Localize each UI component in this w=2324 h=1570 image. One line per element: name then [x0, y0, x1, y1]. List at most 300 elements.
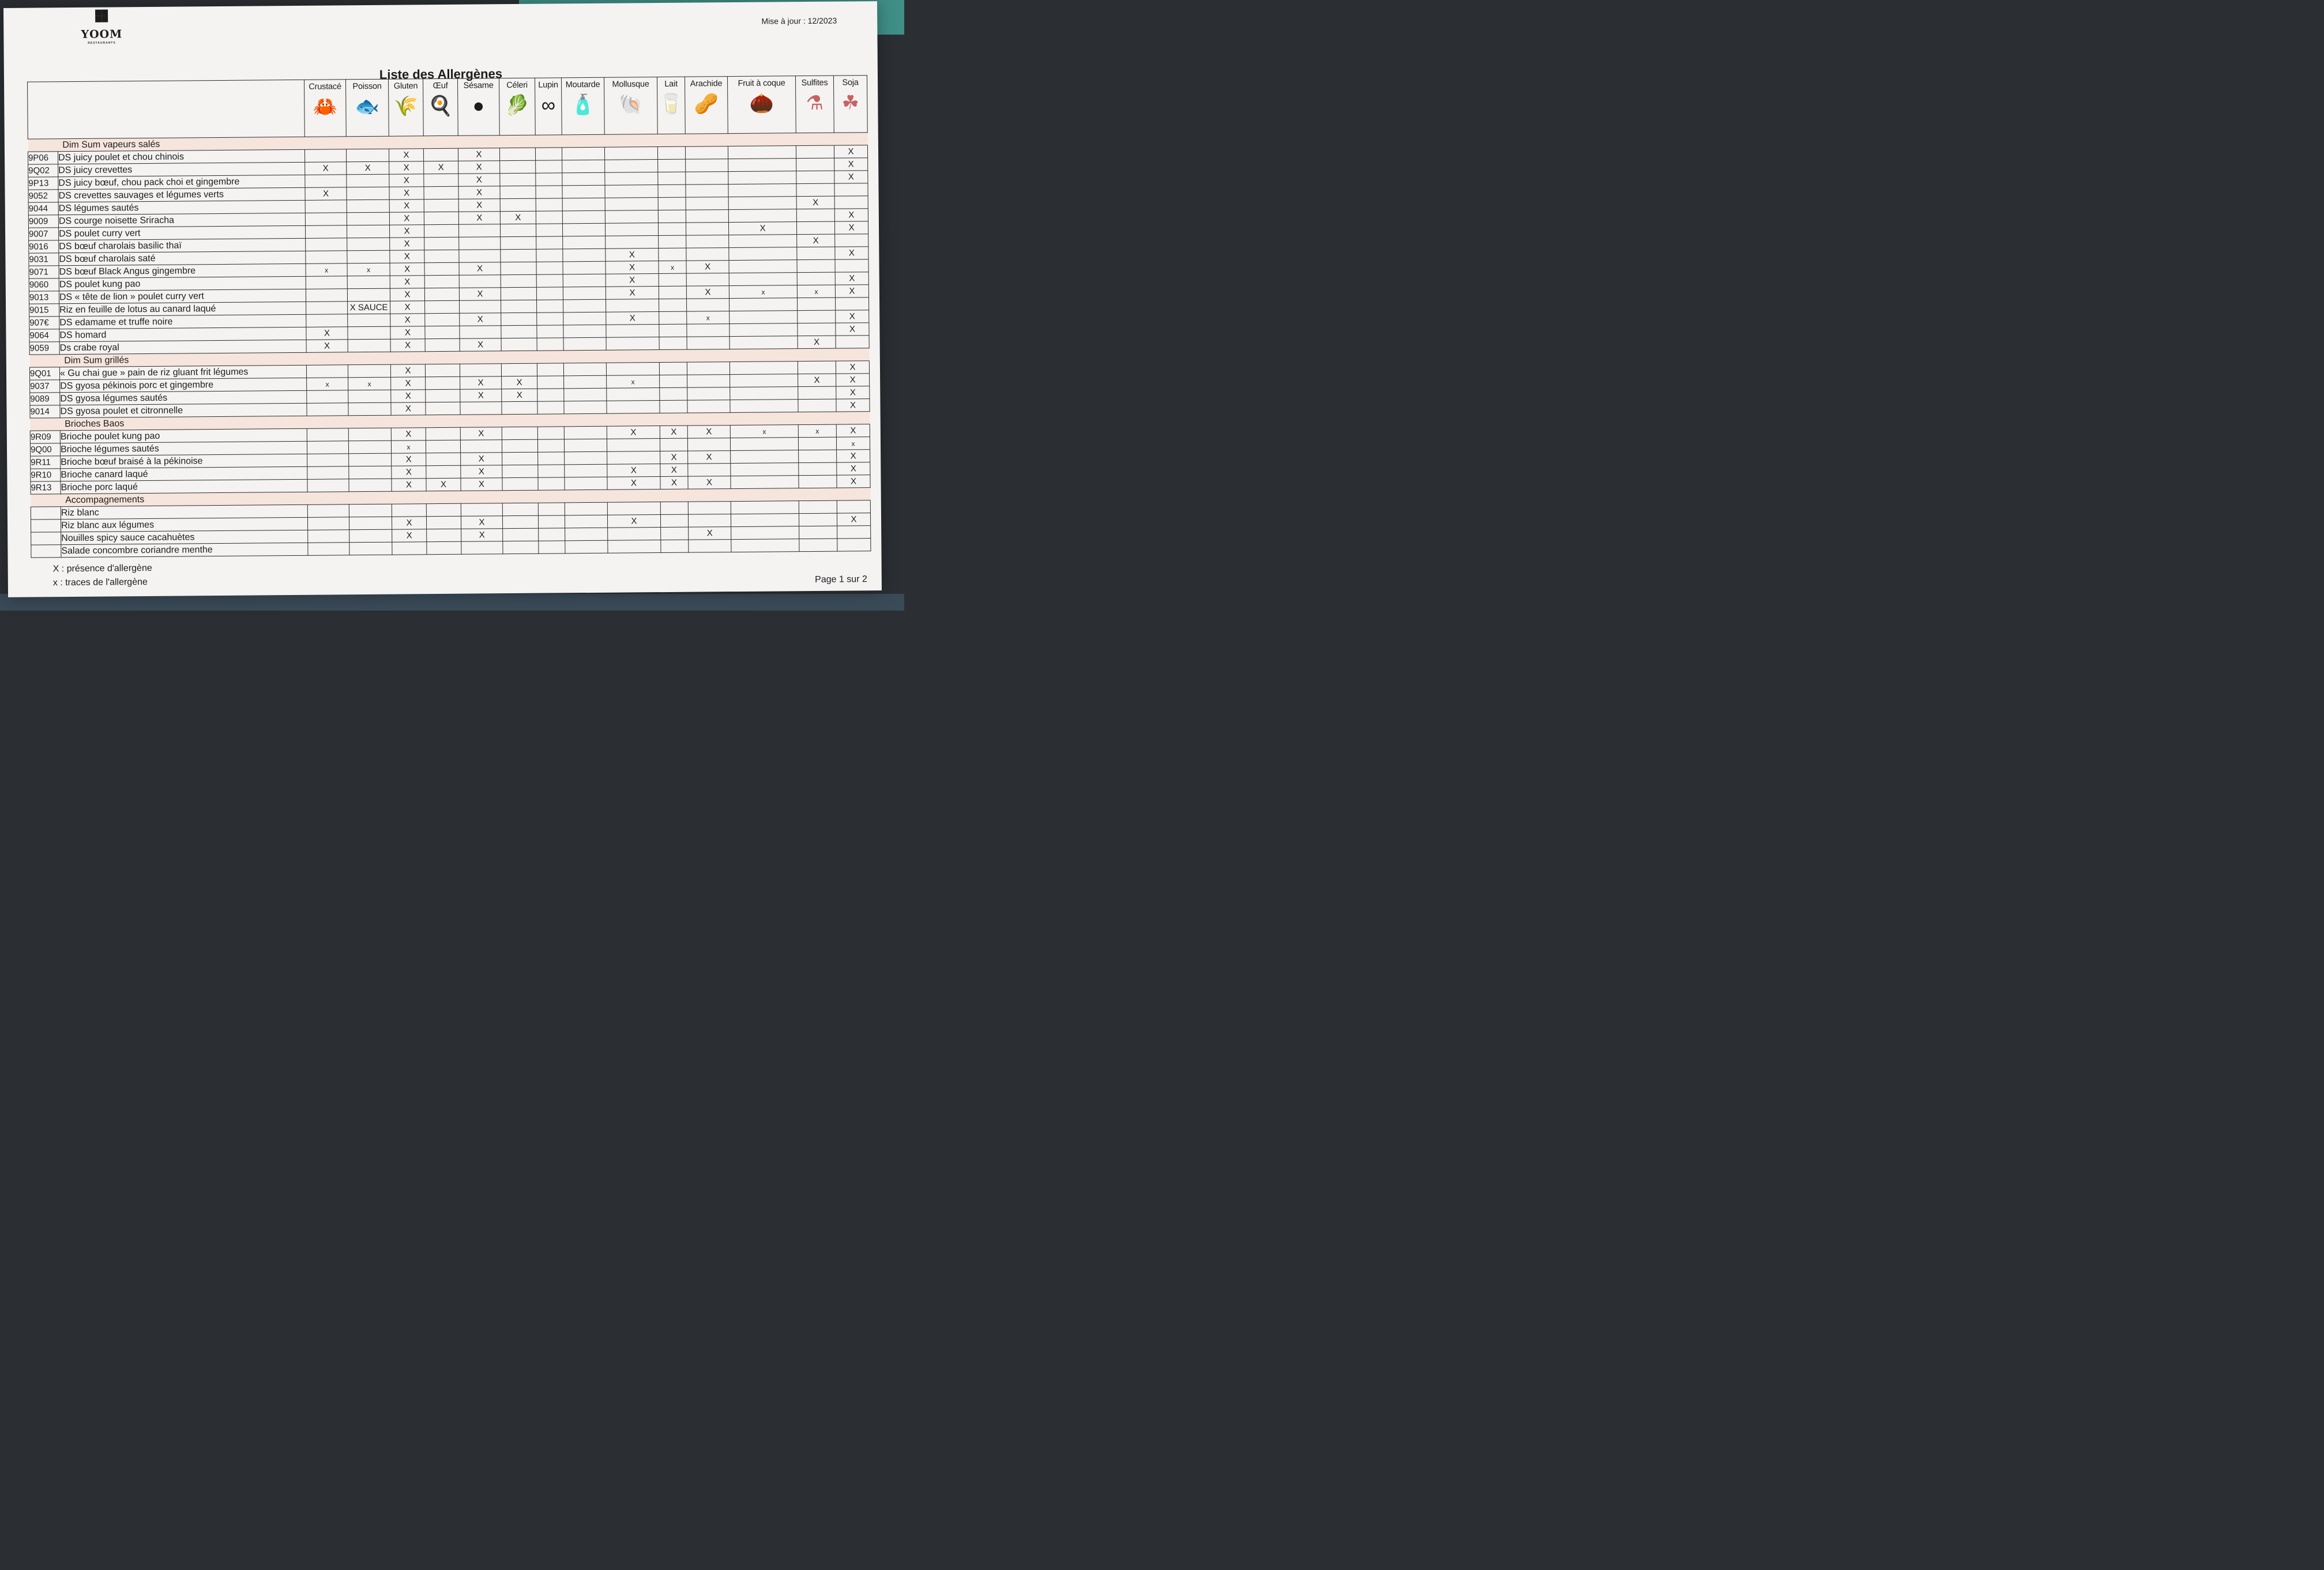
allergen-cell [660, 502, 688, 514]
allergen-cell [687, 375, 730, 388]
allergen-cell [657, 146, 685, 159]
allergen-cell [658, 185, 686, 197]
allergen-cell: X [606, 287, 659, 300]
allergen-cell [565, 502, 607, 515]
allergen-cell [728, 209, 796, 223]
allergen-label: Céleri [506, 80, 528, 91]
allergen-cell [607, 439, 660, 452]
allergen-cell: X [461, 478, 502, 491]
dish-name: Brioche légumes sautés [60, 441, 307, 455]
milk-icon: 🥛 [659, 93, 684, 116]
allergen-cell [687, 337, 729, 350]
allergen-cell [348, 402, 391, 416]
egg-icon: 🍳 [428, 95, 453, 118]
allergen-cell [798, 399, 836, 412]
allergen-sheet [3, 1, 882, 597]
dish-name: DS crevettes sauvages et légumes verts [58, 187, 305, 202]
allergen-cell: X [458, 199, 500, 212]
allergen-cell: X [836, 323, 869, 336]
allergen-cell [538, 515, 565, 528]
allergen-cell: X [390, 238, 424, 250]
allergen-cell [348, 314, 390, 327]
allergen-cell [460, 402, 502, 415]
dish-code: 9R13 [31, 481, 61, 494]
allergen-cell [837, 526, 871, 539]
allergen-cell [834, 183, 868, 196]
allergen-cell [348, 339, 390, 352]
dish-name: Brioche poulet kung pao [60, 428, 307, 443]
allergen-cell [731, 514, 799, 527]
allergen-cell [501, 300, 537, 313]
allergen-cell: x [306, 263, 347, 277]
allergen-cell: X [458, 212, 500, 225]
allergen-cell [565, 477, 607, 490]
allergen-cell [607, 401, 660, 414]
allergen-cell [349, 542, 392, 555]
allergen-cell [536, 236, 563, 249]
allergen-cell: X [424, 161, 458, 174]
allergen-cell: X [798, 374, 836, 387]
allergen-cell [608, 540, 661, 554]
allergen-cell [659, 273, 686, 286]
allergen-cell [306, 251, 347, 264]
allergen-cell: X [502, 389, 537, 401]
peanut-icon: 🥜 [694, 93, 719, 115]
dish-code: 907€ [29, 317, 59, 329]
allergen-header-wheat [388, 79, 423, 136]
allergen-cell [798, 437, 836, 450]
dish-code: 9009 [28, 215, 58, 228]
allergen-cell [502, 477, 538, 490]
allergen-cell [729, 247, 797, 261]
allergen-cell [536, 211, 562, 224]
allergen-cell [728, 146, 796, 159]
allergen-cell [729, 323, 798, 337]
allergen-cell: X [834, 158, 868, 171]
allergen-cell: X [389, 187, 424, 199]
allergen-cell [604, 147, 657, 160]
allergen-cell [565, 451, 607, 465]
allergen-cell [799, 513, 837, 526]
allergen-cell [563, 312, 606, 325]
allergen-label: Crustacé [309, 82, 341, 92]
allergen-cell [799, 462, 837, 476]
allergen-cell [563, 261, 606, 274]
allergen-cell: X [835, 285, 868, 298]
allergen-cell: X [607, 515, 660, 528]
allergen-cell [537, 401, 564, 414]
allergen-cell [308, 543, 349, 556]
allergen-cell [537, 325, 563, 338]
allergen-cell [306, 238, 347, 251]
allergen-cell: X [837, 462, 870, 475]
allergen-cell [347, 288, 390, 302]
allergen-cell [796, 183, 834, 197]
allergen-cell: X [306, 340, 348, 353]
dish-code: 9031 [29, 253, 59, 266]
allergen-cell [686, 210, 728, 223]
allergen-cell [661, 527, 689, 540]
dish-name: Brioche porc laqué [61, 479, 307, 494]
lupin-icon: ∞ [541, 94, 556, 116]
dish-code: 9059 [29, 342, 59, 355]
allergen-cell [424, 186, 458, 199]
allergen-cell [500, 198, 536, 211]
allergen-cell: X [391, 390, 426, 402]
allergen-cell: X [500, 211, 536, 224]
dish-name: DS bœuf charolais basilic thaï [59, 238, 306, 253]
allergen-header-nut [727, 76, 796, 134]
allergen-cell [349, 529, 392, 543]
allergen-cell [660, 514, 688, 527]
allergen-cell [536, 287, 563, 300]
allergen-cell [658, 223, 686, 235]
allergen-cell [660, 438, 687, 451]
dish-name: DS poulet curry vert [59, 225, 306, 240]
allergen-cell [537, 376, 564, 389]
allergen-cell [500, 186, 536, 198]
dish-name: Riz en feuille de lotus au canard laqué [59, 302, 306, 316]
wheat-icon: 🌾 [393, 95, 419, 118]
allergen-cell [502, 401, 537, 414]
dish-code [31, 507, 61, 519]
allergen-cell [306, 289, 347, 302]
allergen-cell [562, 185, 605, 198]
allergen-cell [660, 387, 687, 400]
allergen-cell [730, 387, 798, 400]
allergen-cell [425, 326, 460, 338]
allergen-cell [501, 363, 537, 376]
allergen-cell [796, 171, 834, 184]
section-title: Brioches Baos [30, 412, 870, 431]
allergen-cell [500, 173, 536, 186]
allergen-cell [501, 325, 537, 338]
allergen-cell [796, 221, 834, 235]
allergen-cell: X [834, 209, 868, 221]
allergen-cell [347, 225, 389, 238]
allergen-cell [427, 529, 461, 541]
allergen-cell: X [458, 174, 500, 187]
allergen-cell: X [390, 301, 425, 314]
allergen-cell [563, 287, 606, 300]
allergen-cell: X [688, 451, 731, 464]
allergen-label: Sésame [463, 81, 494, 91]
allergen-cell [564, 375, 607, 389]
allergen-cell [539, 541, 565, 554]
allergen-cell: X [391, 402, 426, 415]
allergen-cell: X [837, 513, 870, 526]
allergen-cell: X [389, 174, 424, 187]
allergen-cell [536, 224, 562, 236]
allergen-cell: X [305, 162, 347, 175]
dish-name: DS juicy bœuf, chou pack choi et gingembre [58, 175, 305, 189]
allergen-cell [731, 526, 799, 540]
allergen-cell [799, 500, 837, 514]
dish-code [31, 545, 61, 558]
allergen-cell [460, 440, 502, 453]
allergen-label: Gluten [393, 81, 418, 91]
allergen-cell: X [660, 464, 688, 476]
allergen-cell: X [606, 249, 659, 262]
allergen-header-milk [657, 77, 685, 134]
allergen-cell: X [392, 529, 427, 542]
brand-subtitle: RESTAURANTS [88, 41, 116, 45]
brand-name: YOOM [81, 28, 123, 41]
allergen-cell [347, 250, 390, 263]
allergen-cell [423, 148, 458, 161]
allergen-cell: X [459, 288, 501, 301]
allergen-cell [538, 477, 565, 490]
allergen-cell [605, 198, 658, 211]
allergen-cell [728, 197, 796, 210]
allergen-cell [660, 400, 687, 413]
allergen-cell [606, 236, 659, 249]
allergen-cell [424, 212, 458, 224]
allergen-cell [687, 400, 730, 413]
allergen-header-celery [499, 78, 535, 135]
allergen-cell [392, 504, 426, 517]
allergen-cell [659, 311, 687, 324]
dish-name: DS gyosa légumes sautés [60, 390, 307, 405]
allergen-cell [798, 298, 836, 311]
allergen-cell [537, 427, 564, 439]
allergen-cell: X [390, 263, 424, 276]
allergen-cell [605, 185, 658, 198]
allergen-cell [563, 249, 606, 262]
allergen-cell [605, 172, 658, 186]
allergen-cell: X [798, 336, 836, 349]
allergen-cell [562, 198, 605, 211]
dish-code: 9R10 [31, 469, 61, 481]
allergen-cell: X [392, 517, 426, 529]
allergen-cell [426, 516, 461, 529]
allergen-cell [537, 300, 563, 313]
dish-code: 9044 [28, 202, 58, 215]
allergen-cell [687, 362, 729, 375]
dish-name: DS bœuf Black Angus gingembre [59, 263, 306, 278]
allergen-cell [658, 210, 686, 223]
allergen-cell [562, 172, 605, 186]
allergen-cell [686, 185, 728, 198]
allergen-cell: X [660, 476, 688, 489]
allergen-cell [661, 540, 689, 552]
allergen-cell [460, 364, 501, 377]
allergen-cell: X [606, 312, 659, 325]
allergen-cell [537, 439, 564, 452]
allergen-cell [305, 175, 347, 188]
allergen-cell [730, 400, 798, 413]
allergen-cell [799, 539, 837, 552]
allergen-cell [392, 542, 427, 555]
allergen-cell: X [392, 479, 426, 491]
legend [53, 562, 152, 590]
allergen-cell: X [797, 234, 835, 247]
dish-code: 9007 [29, 228, 59, 240]
allergen-cell: X [686, 261, 729, 274]
dish-code [31, 519, 61, 532]
allergen-cell [564, 401, 607, 414]
allergen-cell [659, 248, 686, 261]
allergen-cell: X [660, 426, 687, 438]
allergen-cell [349, 453, 392, 466]
section-title: Accompagnements [31, 488, 870, 507]
allergen-cell [426, 453, 461, 465]
allergen-cell: X [836, 374, 870, 386]
allergen-cell [459, 275, 501, 288]
allergen-cell: X [459, 262, 501, 276]
allergen-cell: X [687, 426, 730, 439]
allergen-cell [537, 389, 564, 401]
allergen-cell [658, 172, 686, 185]
allergen-cell: X [306, 327, 348, 340]
dish-name: DS edamame et truffe noire [59, 314, 306, 329]
allergen-cell [536, 249, 563, 262]
dish-code: 9Q01 [29, 367, 59, 380]
dish-name: Salade concombre coriandre menthe [61, 543, 308, 557]
allergen-cell: X [460, 389, 502, 402]
dish-name: DS juicy crevettes [58, 162, 305, 176]
allergen-cell [424, 250, 459, 262]
allergen-cell [536, 173, 562, 186]
allergen-cell [562, 210, 605, 224]
allergen-cell: X [837, 450, 870, 462]
allergen-cell [502, 427, 537, 439]
dish-name: DS poulet kung pao [59, 276, 306, 291]
allergen-header-soy [833, 76, 867, 133]
allergen-cell [686, 273, 729, 287]
allergen-cell: X [389, 225, 424, 238]
dish-name: DS courge noisette Sriracha [58, 213, 305, 227]
allergen-cell: x [607, 375, 660, 389]
allergen-cell [834, 196, 868, 209]
dish-name: DS gyosa pékinois porc et gingembre [60, 378, 307, 392]
allergen-cell [501, 249, 536, 262]
allergen-cell [836, 336, 869, 348]
legend-presence: X : présence d'allergène [52, 563, 152, 574]
allergen-cell [607, 502, 660, 515]
allergen-cell [606, 337, 659, 351]
allergen-cell: x [730, 425, 798, 438]
allergen-cell [349, 517, 392, 530]
allergen-cell [501, 313, 537, 325]
allergen-label: Arachide [690, 79, 723, 89]
allergen-cell [796, 145, 834, 159]
allergen-label: Fruit à coque [738, 78, 785, 88]
allergen-cell: X [836, 399, 870, 412]
allergen-label: Œuf [433, 81, 448, 91]
allergen-cell [835, 298, 868, 310]
allergen-cell [307, 504, 349, 518]
dish-code: 9013 [29, 291, 59, 304]
dish-code: 9P06 [28, 152, 58, 164]
allergen-cell: X [458, 148, 499, 161]
allergen-cell [798, 323, 836, 336]
allergen-cell: X [836, 310, 869, 323]
allergen-cell: X [347, 161, 389, 175]
allergen-cell: X [834, 145, 867, 158]
allergen-cell [731, 450, 799, 464]
allergen-cell: X [606, 261, 659, 274]
allergen-cell [426, 465, 461, 478]
mustard-icon: 🧴 [570, 93, 596, 116]
allergen-cell [563, 299, 606, 313]
allergen-header-lupin [535, 78, 562, 135]
allergen-cell: X [607, 426, 660, 439]
allergen-cell [459, 250, 501, 263]
crab-icon: 🦀 [313, 96, 338, 118]
allergen-cell: X [389, 199, 424, 212]
allergen-cell [658, 159, 686, 172]
nut-icon: 🌰 [749, 92, 774, 115]
dish-code: 9064 [29, 329, 59, 342]
allergen-cell [459, 237, 501, 250]
allergen-cell [501, 287, 536, 300]
allergen-cell: X [458, 161, 500, 174]
allergen-cell [536, 198, 562, 211]
allergen-cell [427, 541, 461, 554]
allergen-cell: X [835, 247, 868, 259]
allergen-cell [797, 247, 835, 260]
allergen-cell: X [461, 529, 503, 542]
allergen-header-egg [423, 78, 458, 135]
allergen-cell [797, 259, 835, 273]
allergen-cell: X [460, 427, 502, 440]
allergen-cell [424, 237, 459, 250]
allergen-cell [307, 441, 348, 454]
allergen-cell [798, 386, 836, 400]
allergen-cell [796, 209, 834, 222]
allergen-cell: X [392, 466, 426, 479]
allergen-cell [348, 428, 391, 441]
allergen-cell: X [835, 272, 868, 285]
allergen-cell [460, 300, 501, 314]
allergen-cell [608, 528, 661, 541]
allergen-cell: X [607, 464, 660, 477]
allergen-cell [659, 324, 687, 337]
allergen-header-fish [346, 79, 389, 137]
allergen-cell [730, 438, 798, 451]
allergen-cell [686, 159, 728, 172]
allergen-cell [500, 224, 536, 236]
allergen-cell [798, 310, 836, 323]
allergen-cell [501, 274, 536, 287]
allergen-cell [347, 199, 389, 213]
allergen-cell [606, 325, 659, 338]
allergen-cell [307, 390, 348, 404]
allergen-cell [606, 363, 659, 376]
allergen-cell [686, 197, 728, 210]
allergen-cell [349, 479, 392, 492]
allergen-cell [729, 273, 797, 286]
allergen-cell [565, 515, 607, 528]
allergen-cell [307, 466, 349, 480]
allergen-cell [564, 388, 607, 401]
allergen-cell: X [460, 377, 502, 390]
dish-code: 9016 [29, 240, 59, 253]
allergen-cell [536, 274, 563, 287]
dish-name: Riz blanc [61, 504, 307, 519]
allergen-cell: X [389, 212, 424, 225]
allergen-cell [658, 197, 686, 210]
allergen-cell [502, 439, 537, 452]
allergen-cell [306, 276, 347, 289]
allergen-cell: X [836, 424, 870, 437]
allergen-cell: X [391, 428, 426, 440]
allergen-cell [426, 402, 460, 415]
soy-icon: ☘ [841, 92, 860, 114]
page-number: Page 1 sur 2 [815, 574, 867, 585]
allergen-cell [686, 172, 728, 185]
